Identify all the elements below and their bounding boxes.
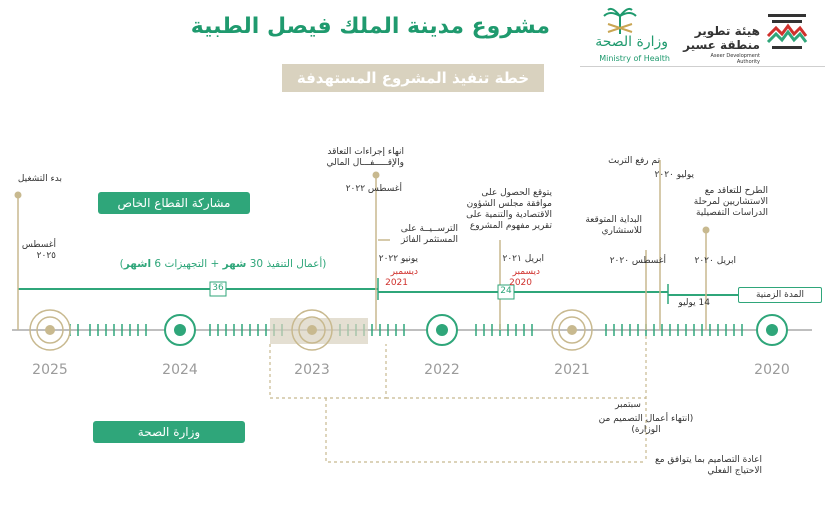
duration-months1: شهر <box>222 258 247 270</box>
event-award: الترســيــة على المستثمر الفائز <box>400 224 458 245</box>
duration-middle: + التجهيزات 6 <box>151 258 223 270</box>
year-label-2020: 2020 <box>754 362 790 378</box>
event-april-2021: ابريل ٢٠٢١ <box>502 254 544 264</box>
event-redesign: اعادة التصاميم بما يتوافق مع الاحتياج الفعلي <box>654 455 762 476</box>
event-aug-2022: أغسطس ٢٠٢٢ <box>345 184 402 194</box>
event-concept-approval: يتوقع الحصول على موافقة مجلس الشؤون الاقتصادية والتنمية على تقرير مفهوم المشروع <box>466 188 552 231</box>
year-label-2023: 2023 <box>294 362 330 378</box>
aseer-name-en: Aseer Development Authority <box>710 53 760 65</box>
marker-24: 24 <box>500 286 512 296</box>
page-title: مشروع مدينة الملك فيصل الطبية <box>190 14 550 39</box>
dashed-brackets <box>270 336 646 462</box>
event-contract-close: انهاء إجراءات التعاقد والإقـــــفـــال المالي <box>326 147 404 168</box>
year-node-2022 <box>427 315 457 345</box>
year-label-2021: 2021 <box>554 362 590 378</box>
event-design-end: (انتهاء أعمال التصميم من الوزارة) <box>598 414 694 435</box>
duration-months2: اشهر <box>123 258 152 270</box>
duration-prefix: (أعمال التنفيذ 30 <box>246 258 327 270</box>
aseer-line-2: منطقة عسير <box>683 38 760 52</box>
event-july-14: 14 يوليو <box>678 298 710 308</box>
event-september: سبتمبر <box>615 400 641 410</box>
moh-name-ar: وزارة الصحة <box>595 34 668 50</box>
year-node-2024 <box>165 315 195 345</box>
event-dec-2021: ديسمبر <box>390 267 418 277</box>
plan-banner: خطة تنفيذ المشروع المستهدفة <box>282 64 544 92</box>
event-april-2020: ابريل ٢٠٢٠ <box>694 256 736 266</box>
event-tender-consultants: الطرح للتعاقد مع الاستشاريين لمرحلة الدراسات التفصيلية <box>693 186 768 218</box>
private-sector-pill: مشاركة القطاع الخاص <box>98 192 250 214</box>
duration-label <box>108 258 338 270</box>
event-site-lift: تم رفع التربث <box>608 156 660 166</box>
event-june-2022: يونيو ٢٠٢٢ <box>378 254 418 264</box>
moh-name-en: Ministry of Health <box>599 54 670 63</box>
marker-36: 36 <box>212 283 224 293</box>
event-dec-2021-year: 2021 <box>385 278 408 288</box>
event-aug-2025: أغسطس ٢٠٢٥ <box>21 240 56 261</box>
event-aug-2020: أغسطس ٢٠٢٠ <box>609 256 666 266</box>
event-july-2020: يوليو ٢٠٢٠ <box>654 170 694 180</box>
event-dec-2020: ديسمبر <box>512 267 540 277</box>
year-label-2024: 2024 <box>162 362 198 378</box>
event-start-operation: بدء التشغيل <box>17 174 62 184</box>
ministry-pill: وزارة الصحة <box>93 421 245 443</box>
event-consultant-start: البداية المتوقعة للاستشاري <box>585 215 642 236</box>
year-label-2022: 2022 <box>424 362 460 378</box>
aseer-line-1: هيئة تطوير <box>694 24 760 38</box>
duration-suffix: ) <box>119 258 124 270</box>
event-dec-2020-year: 2020 <box>509 278 532 288</box>
timeline-pill: المدة الزمنية <box>738 287 822 303</box>
year-node-2020 <box>757 315 787 345</box>
year-label-2025: 2025 <box>32 362 68 378</box>
